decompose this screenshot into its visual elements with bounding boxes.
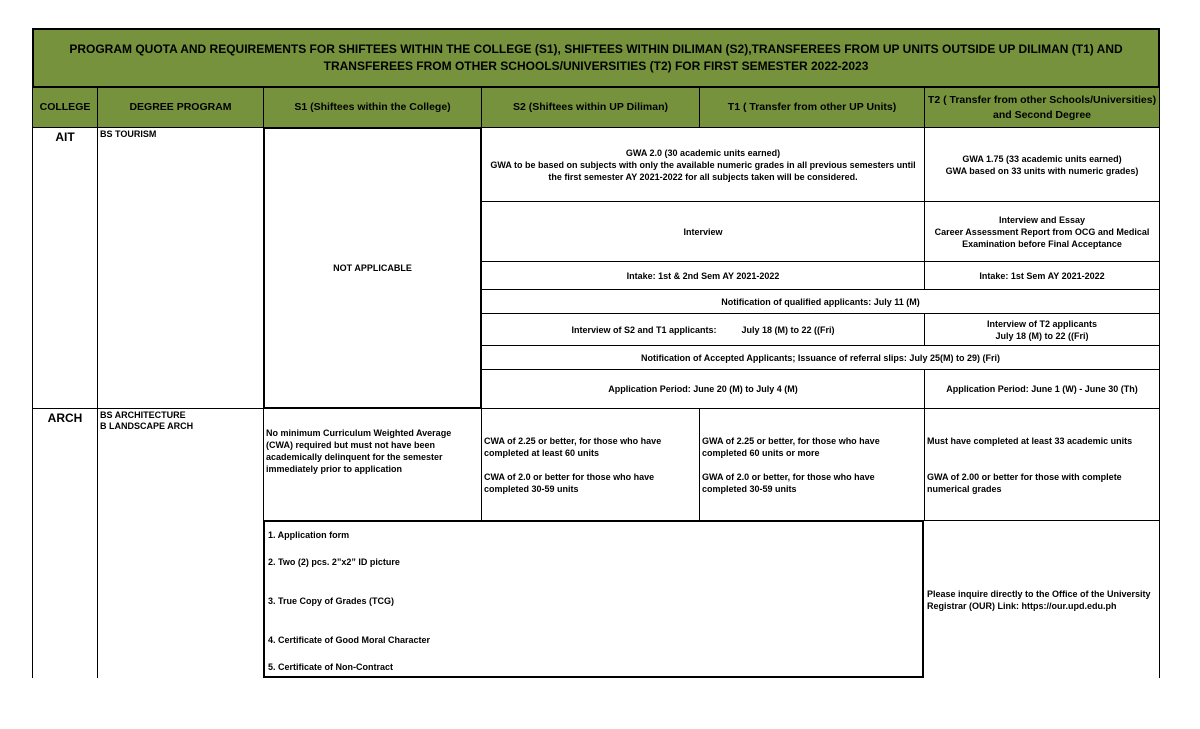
arch-document-requirements	[263, 520, 924, 678]
header-college: COLLEGE	[32, 87, 98, 128]
arch-t2: Must have completed at least 33 academic units GWA of 2.00 or better for those with complete numerical grades	[924, 408, 1160, 521]
header-s2: S2 (Shiftees within UP Diliman)	[481, 87, 700, 128]
arch-t2-documents: Please inquire directly to the Office of the University Registrar (OUR) Link: https://our.upd.edu.ph	[927, 589, 1151, 611]
doc-item: 2. Two (2) pcs. 2”x2” ID picture	[268, 557, 400, 567]
header-s1: S1 (Shiftees within the College)	[263, 87, 482, 128]
ait-notification-qualified: Notification of qualified applicants: July 11 (M)	[481, 289, 1160, 314]
column-border	[97, 127, 98, 678]
header-t1: T1 ( Transfer from other UP Units)	[699, 87, 925, 128]
ait-t2-intake: Intake: 1st Sem AY 2021-2022	[924, 261, 1160, 290]
ait-interview-t2: Interview of T2 applicants July 18 (M) to 22 ((Fri)	[924, 313, 1160, 346]
arch-s1: No minimum Curriculum Weighted Average (CWA) required but must not have been academically delinquent for the semester immediately prior to application	[263, 408, 482, 521]
college-arch: ARCH	[47, 411, 83, 425]
doc-item: 3. True Copy of Grades (TCG)	[268, 596, 395, 606]
doc-item: 4. Certificate of Good Moral Character	[268, 635, 431, 645]
ait-s1: NOT APPLICABLE	[263, 127, 482, 409]
arch-t1: GWA of 2.25 or better, for those who have completed 60 units or more GWA of 2.0 or better, for those who have completed 30-59 units	[699, 408, 925, 521]
ait-interview-s2-t1: Interview of S2 and T1 applicants: July 18 (M) to 22 ((Fri)	[481, 313, 925, 346]
page-title: PROGRAM QUOTA AND REQUIREMENTS FOR SHIFTEES WITHIN THE COLLEGE (S1), SHIFTEES WITHIN DILIMAN (S2),TRANSFEREES FROM UP UNITS OUTSIDE UP DILIMAN (T1) AND TRANSFEREES FROM OTHER SCHOOLS/UNIVERSITIES (T2) FOR FIRST SEMESTER 2022-2023	[32, 28, 1160, 88]
ait-notification-accepted: Notification of Accepted Applicants; Issuance of referral slips: July 25(M) to 29) (Fri)	[481, 345, 1160, 370]
ait-t2-application-period: Application Period: June 1 (W) - June 30 (Th)	[924, 369, 1160, 409]
ait-application-period: Application Period: June 20 (M) to July 4 (M)	[481, 369, 925, 409]
ait-t2-interview: Interview and Essay Career Assessment Report from OCG and Medical Examination before Final Acceptance	[924, 201, 1160, 262]
program-architecture: BS ARCHITECTURE B LANDSCAPE ARCH	[100, 410, 194, 431]
column-border	[32, 127, 33, 678]
ait-interview: Interview	[481, 201, 925, 262]
doc-item: 1. Application form	[268, 530, 350, 540]
arch-s2: CWA of 2.25 or better, for those who have completed at least 60 units CWA of 2.0 or better for those who have completed 30-59 units	[481, 408, 700, 521]
header-t2: T2 ( Transfer from other Schools/Universities) and Second Degree	[924, 87, 1160, 128]
ait-intake: Intake: 1st & 2nd Sem AY 2021-2022	[481, 261, 925, 290]
program-bs-tourism: BS TOURISM	[100, 129, 157, 139]
ait-gwa-requirement: GWA 2.0 (30 academic units earned) GWA to be based on subjects with only the available numeric grades in all previous semesters until the first semester AY 2021-2022 for all subjects taken will be considered.	[481, 127, 925, 202]
college-ait: AIT	[55, 130, 75, 144]
doc-item: 5. Certificate of Non-Contract	[268, 662, 394, 672]
header-degree-program: DEGREE PROGRAM	[97, 87, 264, 128]
ait-t2-gwa: GWA 1.75 (33 academic units earned) GWA based on 33 units with numeric grades)	[924, 127, 1160, 202]
